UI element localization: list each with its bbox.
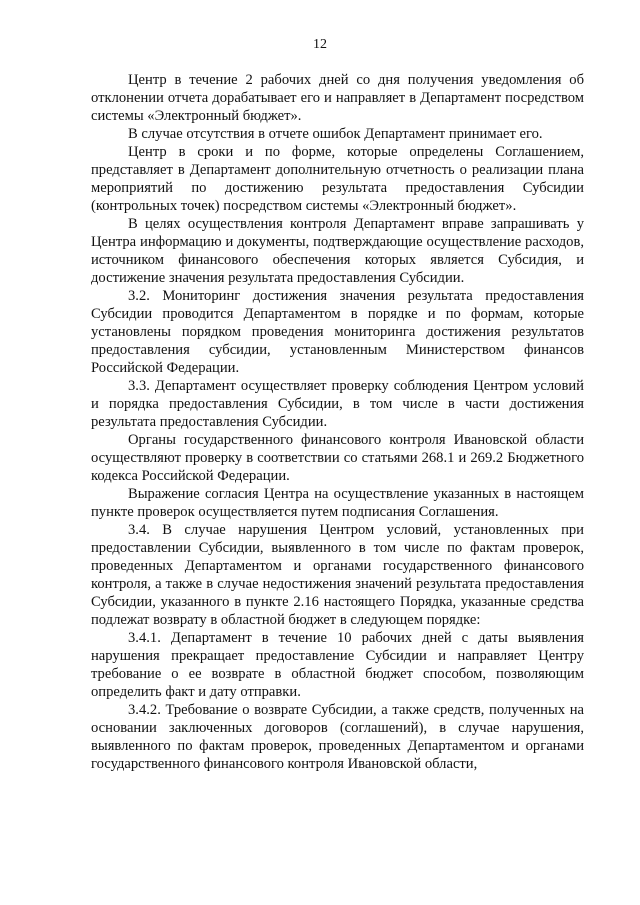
page-number: 12: [313, 37, 327, 52]
paragraph: Центр в сроки и по форме, которые определены Соглашением, представляет в Департамент дополнительную отчетность о реализации плана мероприятий по достижению результата предоставления Субсидии (контрольных точек) посредством системы «Электронный бюджет».: [91, 144, 584, 214]
paragraph: Выражение согласия Центра на осуществление указанных в настоящем пункте проверок осуществляется путем подписания Соглашения.: [91, 486, 584, 520]
paragraph: 3.3. Департамент осуществляет проверку соблюдения Центром условий и порядка предоставления Субсидии, в том числе в части достижения результата предоставления Субсидии.: [91, 378, 584, 430]
paragraph: 3.4.1. Департамент в течение 10 рабочих дней с даты выявления нарушения прекращает предоставление Субсидии и направляет Центру требование о ее возврате в областной бюджет способом, позволяющим определить факт и дату отправки.: [91, 630, 584, 700]
document-body: [91, 71, 584, 773]
paragraph: Органы государственного финансового контроля Ивановской области осуществляют проверку в соответствии со статьями 268.1 и 269.2 Бюджетного кодекса Российской Федерации.: [91, 432, 584, 484]
paragraph: Центр в течение 2 рабочих дней со дня получения уведомления об отклонении отчета дорабатывает его и направляет в Департамент посредством системы «Электронный бюджет».: [91, 72, 584, 124]
paragraph: 3.2. Мониторинг достижения значения результата предоставления Субсидии проводится Департаментом в порядке и по формам, которые установлены порядком проведения мониторинга достижения результатов предоставления субсидии, установленным Министерством финансов Российской Федерации.: [91, 288, 584, 376]
paragraph: В целях осуществления контроля Департамент вправе запрашивать у Центра информацию и документы, подтверждающие осуществление расходов, источником финансового обеспечения которых является Субсидия, и достижение значения результата предоставления Субсидии.: [91, 216, 584, 286]
paragraph: 3.4.2. Требование о возврате Субсидии, а также средств, полученных на основании заключенных договоров (соглашений), в случае нарушения, выявленного по фактам проверок, проведенных Департаментом и органами государственного финансового контроля Ивановской области,: [91, 702, 584, 772]
paragraph: В случае отсутствия в отчете ошибок Департамент принимает его.: [128, 126, 543, 142]
paragraph: 3.4. В случае нарушения Центром условий, установленных при предоставлении Субсидии, выявленного в том числе по фактам проверок, проведенных Департаментом и органами государственного финансового контроля, а также в случае недостижения значений результата предоставления Субсидии, указанного в пункте 2.16 настоящего Порядка, указанные средства подлежат возврату в областной бюджет в следующем порядке:: [91, 522, 584, 628]
